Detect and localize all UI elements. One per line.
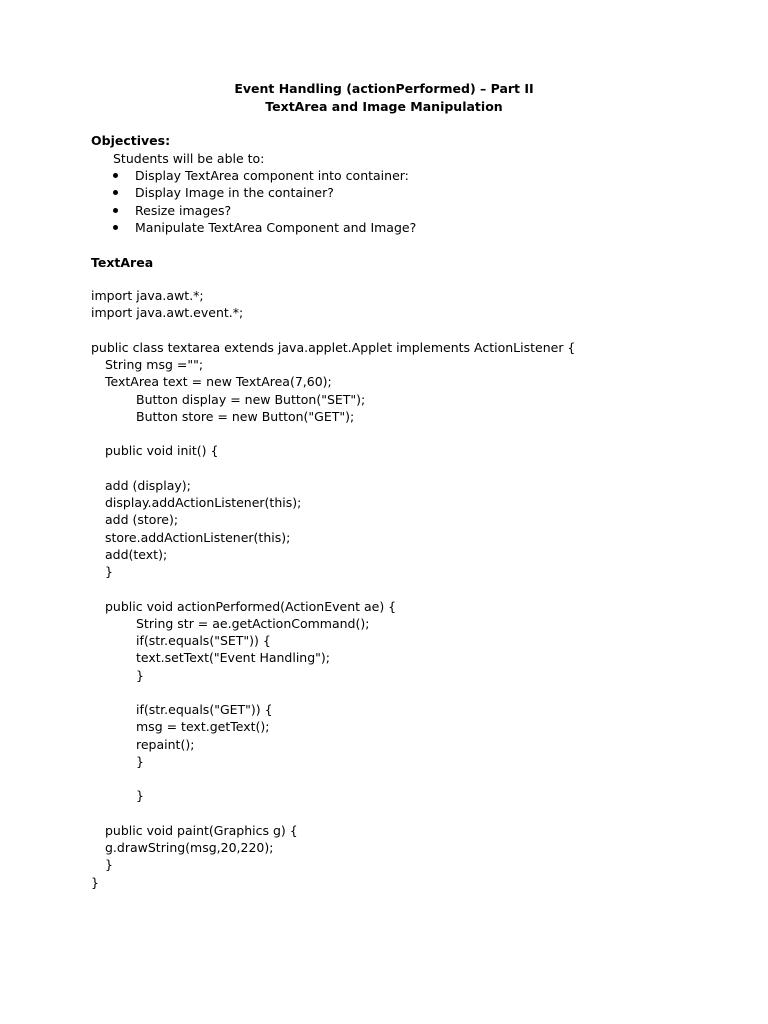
bullet-icon [113, 173, 118, 178]
objective-text: Manipulate TextArea Component and Image? [135, 219, 417, 235]
code-line: TextArea text = new TextArea(7,60); [105, 374, 332, 390]
code-line: add (display); [105, 477, 191, 493]
objective-text: Resize images? [135, 202, 232, 218]
code-line [91, 805, 575, 822]
code-line: if(str.equals("GET")) { [136, 702, 273, 717]
bullet-icon [113, 208, 118, 213]
code-line: } [136, 667, 144, 683]
code-line: add (store); [105, 512, 179, 528]
objectives-list [113, 167, 417, 236]
code-line: } [105, 857, 113, 873]
code-line: String str = ae.getActionCommand(); [136, 615, 370, 631]
document-subtitle: TextArea and Image Manipulation [265, 99, 503, 114]
objectives-heading: Objectives: [91, 133, 171, 148]
code-line [91, 684, 575, 701]
code-line: } [105, 564, 113, 579]
code-line [91, 580, 575, 597]
objective-item [113, 219, 417, 236]
code-line: } [136, 788, 144, 804]
document-title: Event Handling (actionPerformed) – Part II [234, 81, 534, 96]
code-line: public void actionPerformed(ActionEvent ae) { [105, 598, 397, 614]
code-line [91, 770, 575, 787]
bullet-icon [113, 225, 118, 230]
code-line: } [136, 753, 144, 769]
code-line: public void paint(Graphics g) { [105, 822, 298, 838]
section-heading: TextArea [91, 255, 154, 270]
bullet-icon [113, 190, 118, 195]
objective-text: Display TextArea component into container: [135, 168, 409, 183]
code-line: Button display = new Button("SET"); [136, 391, 366, 407]
code-line: msg = text.getText(); [136, 719, 270, 735]
objectives-intro: Students will be able to: [113, 151, 265, 166]
code-line: g.drawString(msg,20,220); [105, 840, 274, 855]
code-line: String msg =""; [105, 357, 204, 372]
objective-item [113, 202, 232, 219]
code-listing [91, 287, 575, 891]
code-line: Button store = new Button("GET"); [136, 408, 355, 424]
code-line: public void init() { [105, 443, 219, 459]
code-line: } [91, 874, 99, 890]
code-line [91, 460, 575, 477]
code-line: if(str.equals("SET")) { [136, 633, 271, 648]
code-line: repaint(); [136, 736, 195, 752]
code-line: display.addActionListener(this); [105, 495, 302, 510]
code-line [91, 322, 575, 339]
code-line: import java.awt.*; [91, 288, 204, 303]
objective-item [113, 167, 409, 184]
objective-item [113, 184, 334, 201]
code-line: text.setText("Event Handling"); [136, 650, 330, 666]
code-line: import java.awt.event.*; [91, 305, 244, 321]
objective-text: Display Image in the container? [135, 185, 334, 201]
code-line [91, 425, 575, 442]
code-line: public class textarea extends java.applet.Applet implements ActionListener { [91, 339, 576, 355]
code-line: store.addActionListener(this); [105, 529, 291, 545]
code-line: add(text); [105, 546, 168, 562]
